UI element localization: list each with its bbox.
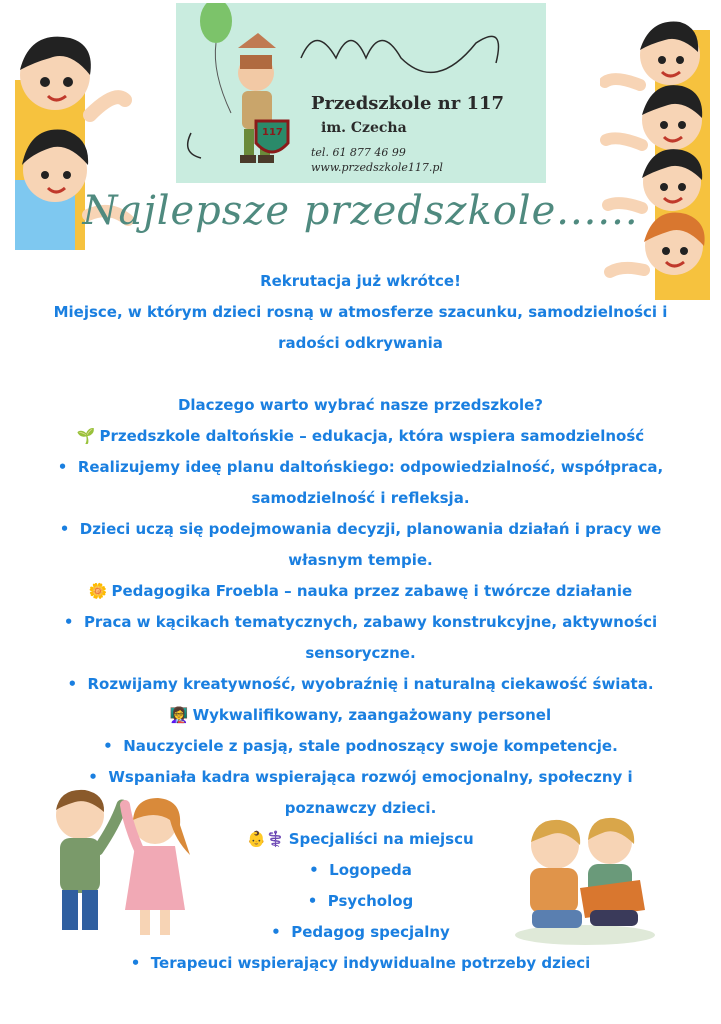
section-dalton-heading xyxy=(40,421,681,452)
bullet-text: Praca w kącikach tematycznych, zabawy konstrukcyjne, aktywności sensoryczne. xyxy=(83,613,658,662)
reading-kids-illustration xyxy=(510,810,660,950)
bullet-text: Wspaniała kadra wspierająca rozwój emocjonalny, społeczny i poznawczy dzieci. xyxy=(108,768,633,817)
bullet-text: Terapeuci wspierający indywidualne potrzeby dzieci xyxy=(150,954,591,972)
intro-line: Miejsce, w którym dzieci rosną w atmosferze szacunku, samodzielności i radości odkrywania xyxy=(53,303,668,352)
list-item: • Praca w kącikach tematycznych, zabawy konstrukcyjne, aktywności sensoryczne. xyxy=(63,613,658,662)
script-title: Najlepsze przedszkole...... xyxy=(82,188,639,234)
school-patron: im. Czecha xyxy=(321,120,407,136)
section-staff-heading xyxy=(40,700,681,731)
recruitment-line: Rekrutacja już wkrótce! xyxy=(260,272,461,290)
school-name: Przedszkole nr 117 xyxy=(311,93,505,114)
bullet-text: Rozwijamy kreatywność, wyobraźnię i naturalną ciekawość świata. xyxy=(87,675,654,693)
children-illustration-top-right xyxy=(600,10,712,300)
bullet-text: Psycholog xyxy=(327,892,414,910)
teacher-icon: 👩‍🏫 xyxy=(169,706,189,724)
specialist-icon: 👶⚕️ xyxy=(247,830,285,848)
list-item: • Wspaniała kadra wspierająca rozwój emocjonalny, społeczny i poznawczy dzieci. xyxy=(88,768,633,817)
list-item: • Nauczyciele z pasją, stale podnoszący swoje kompetencje. xyxy=(103,737,618,755)
high-five-kids-illustration xyxy=(30,780,200,950)
bullet-text: Logopeda xyxy=(329,861,412,879)
list-item: • Logopeda xyxy=(309,861,412,879)
bullet-text: Nauczyciele z pasją, stale podnoszący swoje kompetencje. xyxy=(123,737,618,755)
list-item: • Pedagog specjalny xyxy=(271,923,450,941)
list-item: • Psycholog xyxy=(307,892,414,910)
seedling-icon: 🌱 xyxy=(76,427,96,445)
section-specialists-heading-text: Specjaliści na miejscu xyxy=(288,830,474,848)
flower-icon: 🌼 xyxy=(88,582,108,600)
list-item: • Dzieci uczą się podejmowania decyzji, planowania działań i pracy we własnym tempie. xyxy=(59,520,662,569)
school-logo-banner xyxy=(176,3,546,183)
balloon-icon xyxy=(200,3,232,43)
list-item: • Terapeuci wspierający indywidualne potrzeby dzieci xyxy=(130,954,591,972)
list-item: • Rozwijamy kreatywność, wyobraźnię i naturalną ciekawość świata. xyxy=(67,675,654,693)
why-question: Dlaczego warto wybrać nasze przedszkole? xyxy=(177,396,544,414)
bullet-text: Pedagog specjalny xyxy=(291,923,450,941)
school-website: www.przedszkole117.pl xyxy=(311,161,443,174)
section-froebel-heading-text: Pedagogika Froebla – nauka przez zabawę i twórcze działanie xyxy=(111,582,633,600)
shield-number: 117 xyxy=(262,127,283,138)
list-item: • Realizujemy ideę planu daltońskiego: odpowiedzialność, współpraca, samodzielność i refleksja. xyxy=(57,458,664,507)
section-froebel-heading xyxy=(40,576,681,607)
school-phone: tel. 61 877 46 99 xyxy=(311,146,406,159)
bullet-text: Dzieci uczą się podejmowania decyzji, planowania działań i pracy we własnym tempie. xyxy=(79,520,662,569)
section-staff-heading-text: Wykwalifikowany, zaangażowany personel xyxy=(192,706,552,724)
bullet-text: Realizujemy ideę planu daltońskiego: odpowiedzialność, współpraca, samodzielność i refleksja. xyxy=(77,458,664,507)
section-dalton-heading-text: Przedszkole daltońskie – edukacja, która wspiera samodzielność xyxy=(99,427,645,445)
